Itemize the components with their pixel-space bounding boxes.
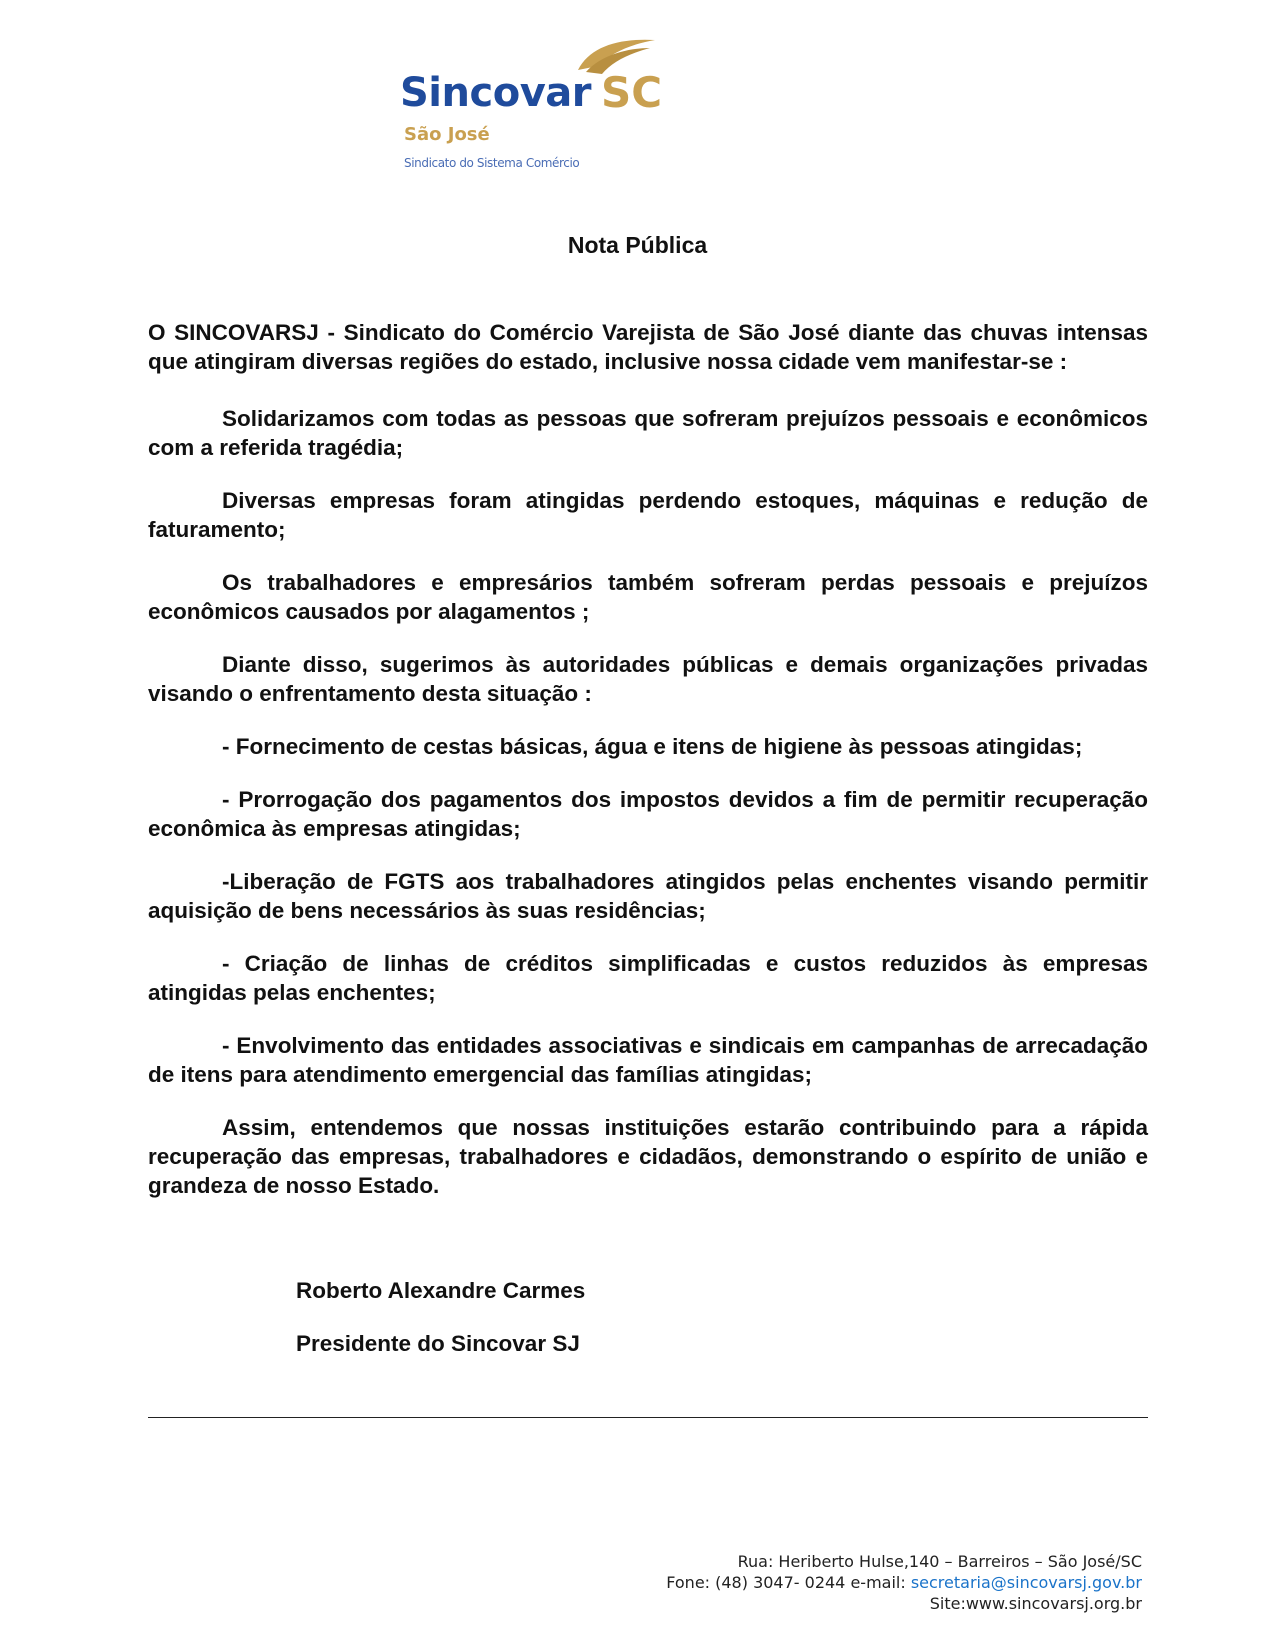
footer-site[interactable]: Site:www.sincovarsj.org.br: [929, 1594, 1142, 1613]
closing-paragraph: Assim, entendemos que nossas instituições estarão contribuindo para a rápida recuperação das empresas, trabalhadores e cidadãos, demonstrando o espírito de união e grandeza de nosso Estado.: [148, 1115, 1148, 1198]
footer-phone: Fone: (48) 3047- 0244 e-mail:: [666, 1573, 911, 1592]
document-body: [148, 318, 1148, 1224]
list-item: - Prorrogação dos pagamentos dos impostos devidos a fim de permitir recuperação econômica às empresas atingidas;: [148, 787, 1148, 841]
footer: [666, 1551, 1142, 1614]
footer-divider: [148, 1417, 1148, 1418]
paragraph: Os trabalhadores e empresários também sofreram perdas pessoais e prejuízos econômicos causados por alagamentos ;: [148, 570, 1148, 624]
footer-contact: [666, 1572, 1142, 1593]
signature-name: Roberto Alexandre Carmes: [296, 1278, 586, 1303]
logo-city: São José: [404, 124, 490, 145]
paragraph: Solidarizamos com todas as pessoas que sofreram prejuízos pessoais e econômicos com a referida tragédia;: [148, 406, 1148, 460]
paragraph: Diversas empresas foram atingidas perdendo estoques, máquinas e redução de faturamento;: [148, 488, 1148, 542]
logo-name: Sincovar: [400, 70, 591, 116]
list-item: - Criação de linhas de créditos simplificadas e custos reduzidos às empresas atingidas pelas enchentes;: [148, 951, 1148, 1005]
sincovar-logo: [380, 32, 670, 172]
logo-tagline: Sindicato do Sistema Comércio: [404, 156, 580, 170]
intro-paragraph: O SINCOVARSJ - Sindicato do Comércio Varejista de São José diante das chuvas intensas que atingiram diversas regiões do estado, inclusive nossa cidade vem manifestar-se :: [148, 320, 1148, 374]
signature-role: Presidente do Sincovar SJ: [296, 1331, 580, 1356]
logo-state: SC: [601, 68, 663, 117]
paragraph: Diante disso, sugerimos às autoridades públicas e demais organizações privadas visando o enfrentamento desta situação :: [148, 652, 1148, 706]
list-item: -Liberação de FGTS aos trabalhadores atingidos pelas enchentes visando permitir aquisição de bens necessários às suas residências;: [148, 869, 1148, 923]
list-item: - Fornecimento de cestas básicas, água e itens de higiene às pessoas atingidas;: [222, 734, 1083, 759]
footer-address: Rua: Heriberto Hulse,140 – Barreiros – São José/SC: [737, 1552, 1142, 1571]
document-title: Nota Pública: [567, 232, 708, 258]
list-item: - Envolvimento das entidades associativas e sindicais em campanhas de arrecadação de itens para atendimento emergencial das famílias atingidas;: [148, 1033, 1148, 1087]
footer-email-link[interactable]: secretaria@sincovarsj.gov.br: [910, 1573, 1142, 1592]
